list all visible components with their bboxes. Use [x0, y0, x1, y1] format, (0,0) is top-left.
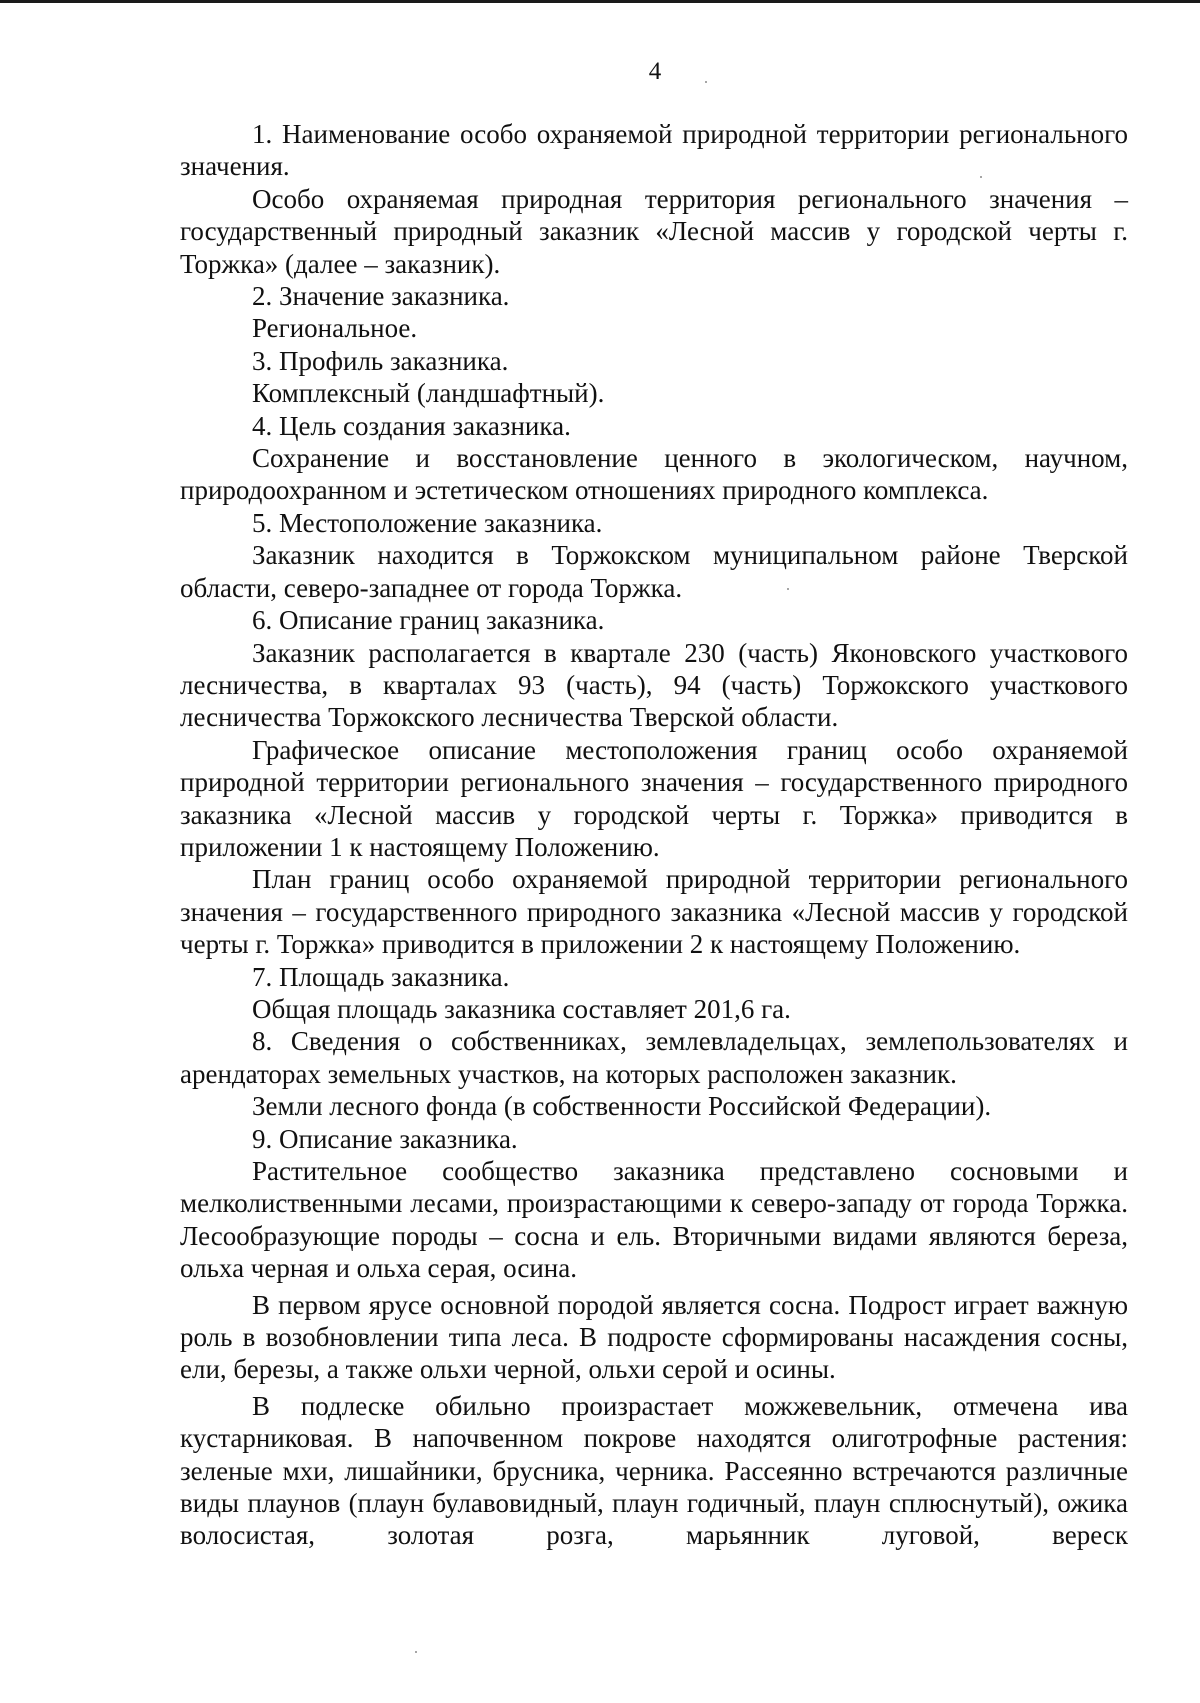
- scan-speck: [705, 81, 707, 83]
- paragraph-graphic-description: Графическое описание местоположения границ особо охраняемой природной территории регионального значения – государственного природного заказника «Лесной массив у городской черты г. Торжка» приводится в приложении 1 к настоящему Положению.: [180, 734, 1128, 862]
- paragraph-area: Общая площадь заказника составляет 201,6 га.: [252, 993, 791, 1024]
- section-heading-location: 5. Местоположение заказника.: [252, 507, 603, 538]
- paragraph-owners: Земли лесного фонда (в собственности Российской Федерации).: [252, 1091, 992, 1122]
- scan-speck: [787, 588, 789, 590]
- section-heading-owners: 8. Сведения о собственниках, землевладельцах, землепользователях и арендаторах земельных участков, на которых расположен заказник.: [180, 1026, 1128, 1089]
- page-number: 4: [648, 58, 662, 85]
- paragraph-location: Заказник находится в Торжокском муниципальном районе Тверской области, северо-западнее от города Торжка.: [180, 540, 1128, 603]
- paragraph-undergrowth: В подлеске обильно произрастает можжевельник, отмечена ива кустарниковая. В напочвенном покрове находятся олиготрофные растения: зеленые мхи, лишайники, брусника, черника. Рассеянно встречаются различные виды плаунов (плаун булавовидный, плаун годичный, плаун сплюснутый), ожика волосистая, золотая розга, марьянник луговой, вереск: [180, 1390, 1128, 1551]
- scan-speck: [980, 176, 982, 178]
- scan-speck: [415, 1651, 417, 1653]
- section-heading-profile: 3. Профиль заказника.: [252, 345, 509, 376]
- document-body: [180, 118, 1128, 1552]
- paragraph-profile: Комплексный (ландшафтный).: [252, 378, 605, 409]
- paragraph-boundary-plan: План границ особо охраняемой природной территории регионального значения – государственного природного заказника «Лесной массив у городской черты г. Торжка» приводится в приложении 2 к настоящему Положению.: [180, 864, 1128, 960]
- section-heading-description: 9. Описание заказника.: [252, 1123, 518, 1154]
- section-heading-area: 7. Площадь заказника.: [252, 961, 510, 992]
- section-heading-boundaries: 6. Описание границ заказника.: [252, 605, 605, 636]
- paragraph-purpose: Сохранение и восстановление ценного в экологическом, научном, природоохранном и эстетическом отношениях природного комплекса.: [180, 443, 1128, 506]
- section-heading-significance: 2. Значение заказника.: [252, 281, 510, 312]
- paragraph-territory-name: Особо охраняемая природная территория регионального значения – государственный природный заказник «Лесной массив у городской черты г. Торжка» (далее – заказник).: [180, 183, 1128, 279]
- paragraph-boundaries: Заказник располагается в квартале 230 (часть) Яконовского участкового лесничества, в кварталах 93 (часть), 94 (часть) Торжокского участкового лесничества Торжокского лесничества Тверской области.: [180, 637, 1128, 733]
- paragraph-first-tier: В первом ярусе основной породой является сосна. Подрост играет важную роль в возобновлении типа леса. В подросте сформированы насаждения сосны, ели, березы, а также ольхи черной, ольхи серой и осины.: [180, 1289, 1128, 1385]
- paragraph-vegetation: Растительное сообщество заказника представлено сосновыми и мелколиственными лесами, произрастающими к северо-западу от города Торжка. Лесообразующие породы – сосна и ель. Вторичными видами являются береза, ольха черная и ольха серая, осина.: [180, 1156, 1128, 1284]
- scan-top-edge: [0, 0, 1200, 3]
- section-heading-name: 1. Наименование особо охраняемой природной территории регионального значения.: [180, 119, 1128, 182]
- section-heading-purpose: 4. Цель создания заказника.: [252, 410, 571, 441]
- paragraph-significance: Региональное.: [252, 313, 418, 344]
